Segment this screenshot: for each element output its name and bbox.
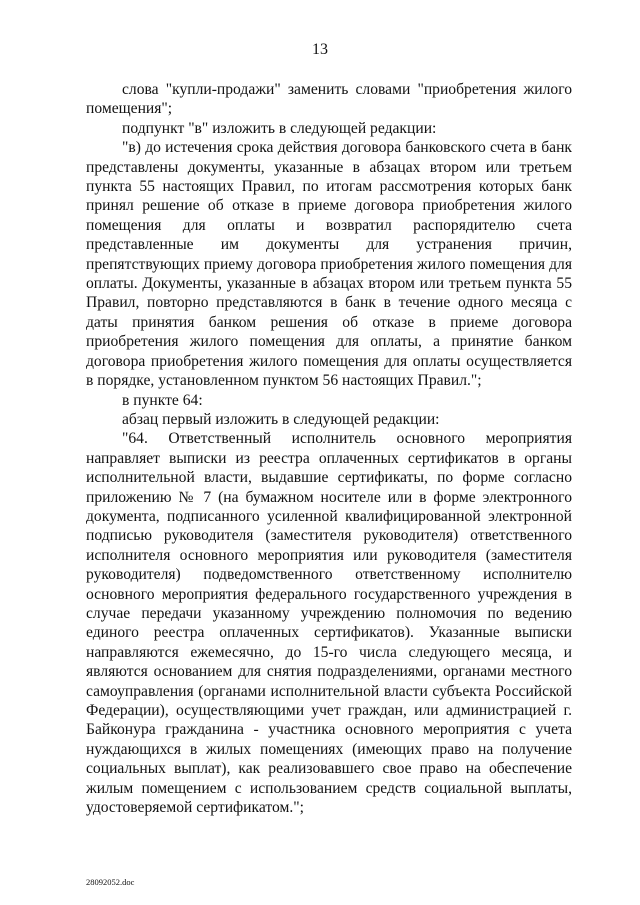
document-file-reference: 28092052.doc [86, 877, 135, 887]
paragraph-2: подпункт "в" изложить в следующей редакции: [122, 119, 437, 137]
paragraph-5: абзац первый изложить в следующей редакции: [122, 410, 440, 428]
page-number: 13 [312, 41, 328, 58]
document-body [86, 80, 572, 817]
paragraph-4: в пункте 64: [122, 391, 203, 409]
paragraph-1: слова "купли-продажи" заменить словами "приобретения жилого помещения"; [86, 81, 572, 118]
paragraph-6: "64. Ответственный исполнитель основного мероприятия направляет выписки из реестра оплаченных сертификатов в органы исполнительной власти, выдавшие сертификаты, по форме согласно приложению № 7 (на бумажном носителе или в форме электронного документа, подписанного усиленной квалифицированной электронной подписью руководителя (заместителя руководителя) ответственного исполнителя основного мероприятия или руководителя (заместителя руководителя) подведомственного ответственному исполнителю основного мероприятия федерального государственного учреждения в случае передачи указанному учреждению полномочия по ведению единого реестра оплаченных сертификатов). Указанные выписки направляются ежемесячно, до 15-го числа следующего месяца, и являются основанием для снятия подразделениями, органами местного самоуправления (органами исполнительной власти субъекта Российской Федерации), осуществляющими учет граждан, или администрацией г. Байконура гражданина - участника основного мероприятия с учета нуждающихся в жилых помещениях (имеющих право на получение социальных выплат), как реализовавшего свое право на обеспечение жилым помещением с использованием средств социальной выплаты, удостоверяемой сертификатом."; [86, 430, 572, 817]
paragraph-3: "в) до истечения срока действия договора банковского счета в банк представлены документы, указанные в абзацах втором или третьем пункта 55 настоящих Правил, по итогам рассмотрения которых банк принял решение об отказе в приеме договора приобретения жилого помещения для оплаты и возвратил распорядителю счета представленные им документы для устранения причин, препятствующих приему договора приобретения жилого помещения для оплаты. Документы, указанные в абзацах втором или третьем пункта 55 Правил, повторно представляются в банк в течение одного месяца с даты принятия банком решения об отказе в приеме договора приобретения жилого помещения для оплаты, а принятие банком договора приобретения жилого помещения для оплаты осуществляется в порядке, установленном пунктом 56 настоящих Правил."; [86, 139, 572, 390]
